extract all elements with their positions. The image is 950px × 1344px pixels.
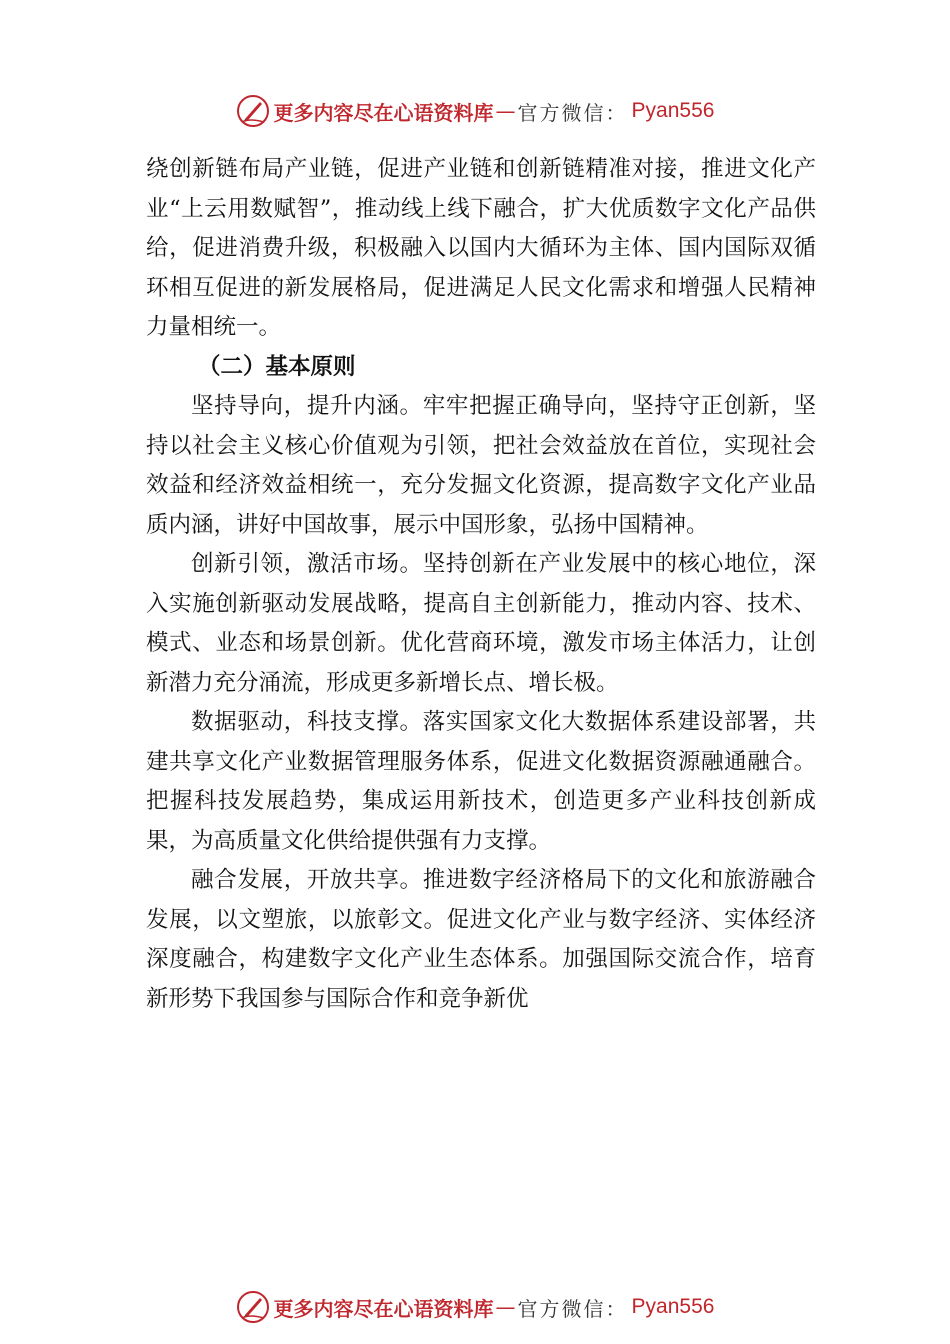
footer-banner (0, 1290, 950, 1324)
quill-logo-icon (236, 1290, 270, 1324)
banner-wechat-id: Pyan556 (631, 1295, 715, 1318)
banner-wechat-label: 官方微信 (517, 100, 606, 125)
quill-logo-icon (236, 94, 270, 128)
banner-brand: 更多内容尽在心语资料库 (273, 1296, 494, 1321)
banner-wechat-id: Pyan556 (631, 99, 715, 122)
banner-wechat-label: 官方微信 (517, 1296, 606, 1321)
header-banner (0, 94, 950, 128)
document-body (146, 150, 816, 1019)
paragraph-4: 数据驱动，科技支撑。落实国家文化大数据体系建设部署，共建共享文化产业数据管理服务体系，促进文化数据资源融通融合。把握科技发展趋势，集成运用新技术，创造更多产业科技创新成果，为高质量文化供给提供强有力支撑。 (146, 709, 816, 854)
paragraph-3: 创新引领，激活市场。坚持创新在产业发展中的核心地位，深入实施创新驱动发展战略，提高自主创新能力，推动内容、技术、模式、业态和场景创新。优化营商环境，激发市场主体活力，让创新潜力充分涌流，形成更多新增长点、增长极。 (146, 551, 816, 696)
banner-separator: — (495, 1295, 516, 1319)
banner-colon: ： (605, 1296, 626, 1321)
section-heading: （二）基本原则 (198, 353, 356, 380)
banner-separator: — (495, 99, 516, 123)
banner-colon: ： (605, 100, 626, 125)
paragraph-1: 绕创新链布局产业链，促进产业链和创新链精准对接，推进文化产业“上云用数赋智”，推动线上线下融合，扩大优质数字文化产品供给，促进消费升级，积极融入以国内大循环为主体、国内国际双循环相互促进的新发展格局，促进满足人民文化需求和增强人民精神力量相统一。 (146, 156, 816, 340)
paragraph-5: 融合发展，开放共享。推进数字经济格局下的文化和旅游融合发展，以文塑旅，以旅彰文。促进文化产业与数字经济、实体经济深度融合，构建数字文化产业生态体系。加强国际交流合作，培育新形势下我国参与国际合作和竞争新优 (146, 867, 816, 1012)
paragraph-2: 坚持导向，提升内涵。牢牢把握正确导向，坚持守正创新，坚持以社会主义核心价值观为引领，把社会效益放在首位，实现社会效益和经济效益相统一，充分发掘文化资源，提高数字文化产业品质内涵，讲好中国故事，展示中国形象，弘扬中国精神。 (146, 393, 816, 538)
banner-brand: 更多内容尽在心语资料库 (273, 100, 494, 125)
